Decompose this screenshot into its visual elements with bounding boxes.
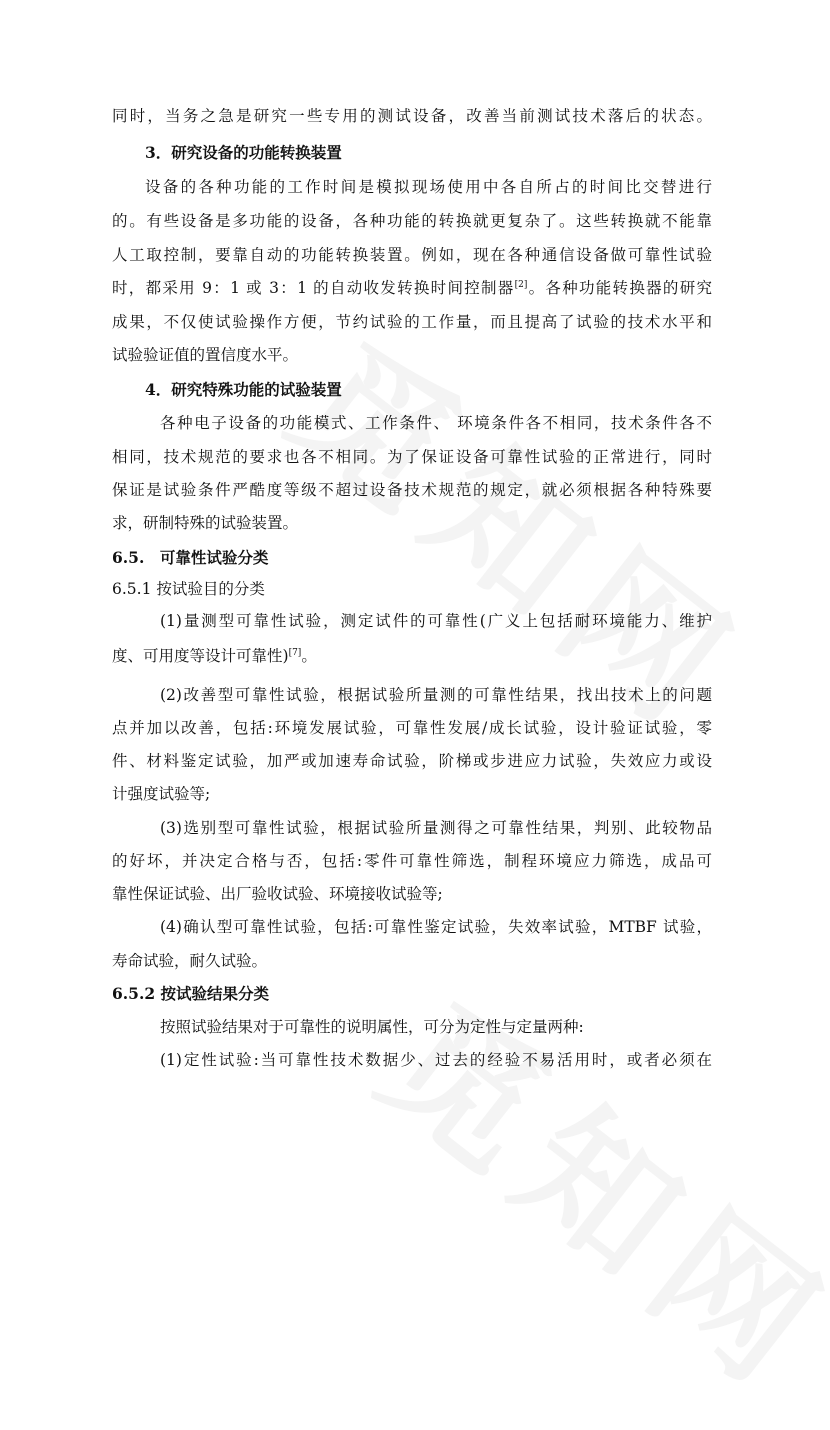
line-text: 度、可用度等设计可靠性) [112,647,289,665]
body-line: 试验验证值的置信度水平。 [112,346,299,364]
body-line-with-citation [112,646,712,666]
subsection-heading: 6.5.2 按试验结果分类 [112,984,270,1003]
body-line: 求，研制特殊的试验装置。 [112,514,299,532]
body-line: 人工取控制，要靠自动的功能转换装置。例如，现在各种通信设备做可靠性试验 [112,246,712,264]
body-line: 件、材料鉴定试验，加严或加速寿命试验，阶梯或步进应力试验，失效应力或设 [112,752,712,770]
line-text-tail: 。 [301,647,317,665]
section-heading: 4．研究特殊功能的试验装置 [145,380,342,399]
body-line: 点并加以改善，包括:环境发展试验，可靠性发展/成长试验，设计验证试验，零 [112,719,712,737]
section-heading: 6.5. 可靠性试验分类 [112,548,269,567]
body-line: 保证是试验条件严酷度等级不超过设备技术规范的规定，就必须根据各种特殊要 [112,481,712,499]
body-line: 计强度试验等; [112,785,211,803]
body-line: 靠性保证试验、出厂验收试验、环境接收试验等; [112,885,443,903]
body-line: 设备的各种功能的工作时间是模拟现场使用中各自所占的时间比交替进行 [145,178,712,196]
body-line: 同时，当务之急是研究一些专用的测试设备，改善当前测试技术落后的状态。 [112,107,712,125]
body-line: 的。有些设备是多功能的设备，各种功能的转换就更复杂了。这些转换就不能靠 [112,212,712,230]
body-line: (1)定性试验:当可靠性技术数据少、过去的经验不易活用时，或者必须在 [160,1051,712,1069]
body-line: 的好坏，并决定合格与否，包括:零件可靠性筛选，制程环境应力筛选，成品可 [112,852,712,870]
body-line: (4)确认型可靠性试验，包括:可靠性鉴定试验，失效率试验，MTBF 试验， [160,918,712,936]
subsection-heading: 6.5.1 按试验目的分类 [112,580,265,598]
body-line: 按照试验结果对于可靠性的说明属性，可分为定性与定量两种: [160,1018,584,1036]
line-text: 时，都采用 9：1 或 3：1 的自动收发转换时间控制器 [112,279,515,297]
body-line: 各种电子设备的功能模式、工作条件、 环境条件各不相同，技术条件各不 [160,414,712,432]
body-line: 成果，不仅使试验操作方便，节约试验的工作量，而且提高了试验的技术水平和 [112,313,712,331]
section-heading: 3．研究设备的功能转换装置 [145,143,342,162]
line-text-tail: 。各种功能转换器的研究 [527,279,712,297]
body-line: (1)量测型可靠性试验，测定试件的可靠性(广义上包括耐环境能力、维护 [160,612,712,630]
body-line: 相同，技术规范的要求也各不相同。为了保证设备可靠性试验的正常进行，同时 [112,448,712,466]
body-line: (3)选别型可靠性试验，根据试验所量测得之可靠性结果，判别、此较物品 [160,819,712,837]
citation-ref: [7] [288,648,302,658]
body-line: 寿命试验，耐久试验。 [112,952,268,970]
body-line: (2)改善型可靠性试验，根据试验所量测的可靠性结果，找出技术上的问题 [160,686,712,704]
body-line-with-citation [112,278,712,298]
citation-ref: [2] [514,280,528,290]
